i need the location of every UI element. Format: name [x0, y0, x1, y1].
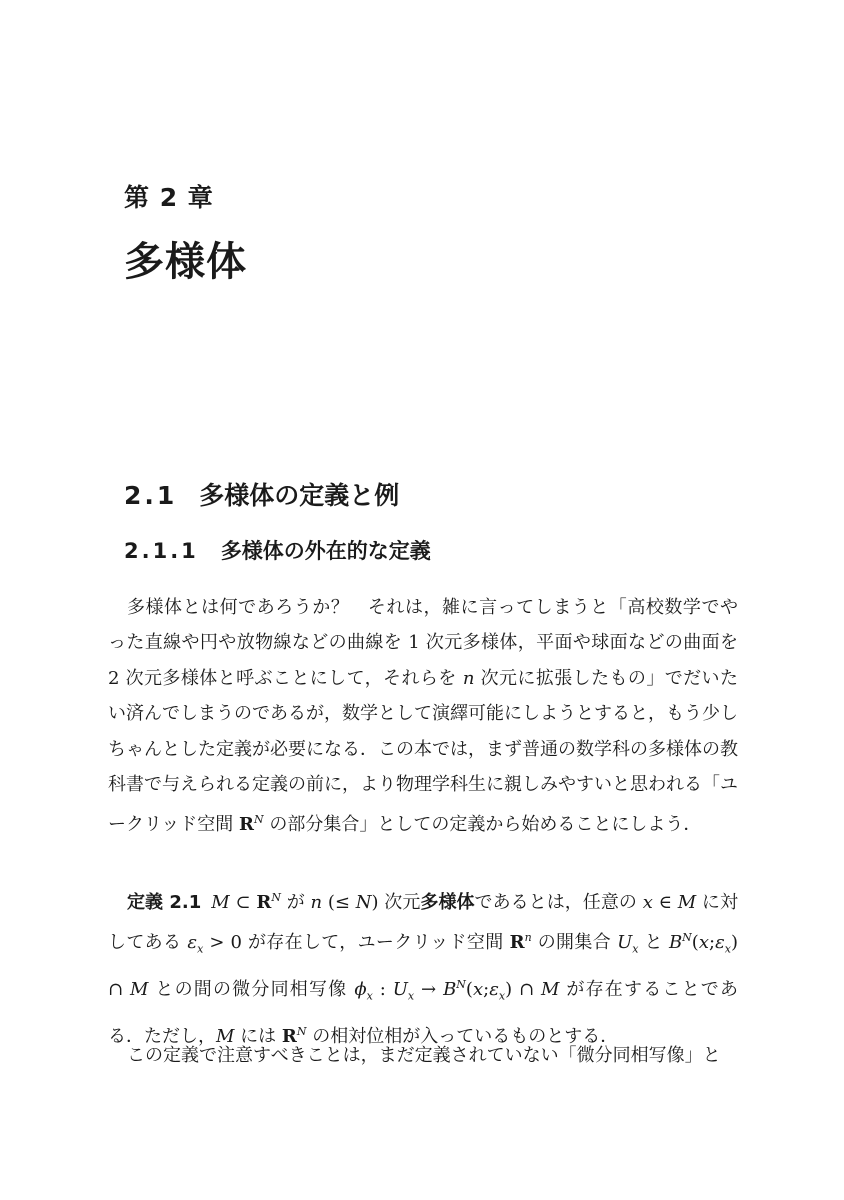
math-Rn: $R^n$ — [509, 931, 532, 954]
definition-text-3: であるとは，任意の — [474, 892, 643, 913]
chapter-label: 第 2 章 — [124, 183, 214, 212]
definition-label: 定義 2.1 — [127, 892, 202, 913]
definition-text-11: の相対位相が入っているものとする． — [306, 1026, 619, 1048]
section-heading — [124, 476, 399, 512]
definition-text-5: が存在して，ユークリッド空間 — [241, 932, 510, 954]
chapter-title: 多様体 — [124, 239, 247, 285]
definition-term: 多様体 — [420, 892, 475, 913]
closing-paragraph: この定義で注意すべきことは，まだ定義されていない「微分同相写像」と — [127, 1045, 721, 1066]
math-n-le-N: n (≤ N) — [310, 892, 379, 913]
intro-paragraph — [108, 590, 738, 843]
definition-text-6: の開集合 — [531, 932, 618, 954]
definition-text-1: が — [280, 892, 311, 913]
section-number: 2.1 — [124, 481, 178, 510]
math-eps-positive: $\varepsilon_x > 0$ — [187, 932, 242, 956]
definition-paragraph — [108, 880, 738, 1055]
definition-text-7: と — [638, 932, 669, 954]
math-RN-2: $R^N$ — [281, 1025, 307, 1048]
definition-text-2: 次元 — [378, 892, 421, 913]
math-M-subset-RN: M ⊂ $R^N$ — [211, 891, 281, 913]
definition-text-10: には — [234, 1026, 282, 1048]
definition-text-4: に対してある — [108, 892, 738, 954]
intro-text-2: 次元に拡張したもの」でだいたい済んでしまうのであるが，数学として演繹可能にしようとすると，もう少しちゃんとした定義が必要になる．この本では，まず普通の数学科の多様体の教科書で与えられる定義の前に，より物理学科生に親しみやすいと思われる「ユークリッド空間 — [108, 667, 738, 836]
math-phi-map: $\phi_x$ : $U_x$ → $B^N(x;\varepsilon_x)$ ∩ M — [354, 978, 560, 1003]
math-M: M — [216, 1026, 235, 1048]
subsection-title: 多様体の外在的な定義 — [220, 539, 431, 563]
math-RN: $R^N$ — [239, 813, 264, 836]
section-title: 多様体の定義と例 — [199, 481, 400, 510]
math-n: n — [462, 667, 475, 689]
math-x-in-M: x ∈ M — [642, 892, 697, 913]
intro-text-3: の部分集合」としての定義から始めることにしよう． — [263, 814, 702, 836]
math-ball-cap-M: $B^N(x;\varepsilon_x)$ ∩ M — [108, 931, 738, 1001]
subsection-heading — [124, 535, 431, 565]
math-Ux: $U_x$ — [617, 932, 639, 956]
definition-text-9: が存在することである．ただし， — [108, 979, 738, 1048]
intro-text-1: 多様体とは何であろうか？ それは，雑に言ってしまうと「高校数学でやった直線や円や放物線などの曲線を 1 次元多様体，平面や球面などの曲面を 2 次元多様体と呼ぶことにして，それらを — [108, 597, 738, 689]
subsection-number: 2.1.1 — [124, 539, 199, 563]
definition-text-8: との間の微分同相写像 — [148, 979, 355, 1001]
